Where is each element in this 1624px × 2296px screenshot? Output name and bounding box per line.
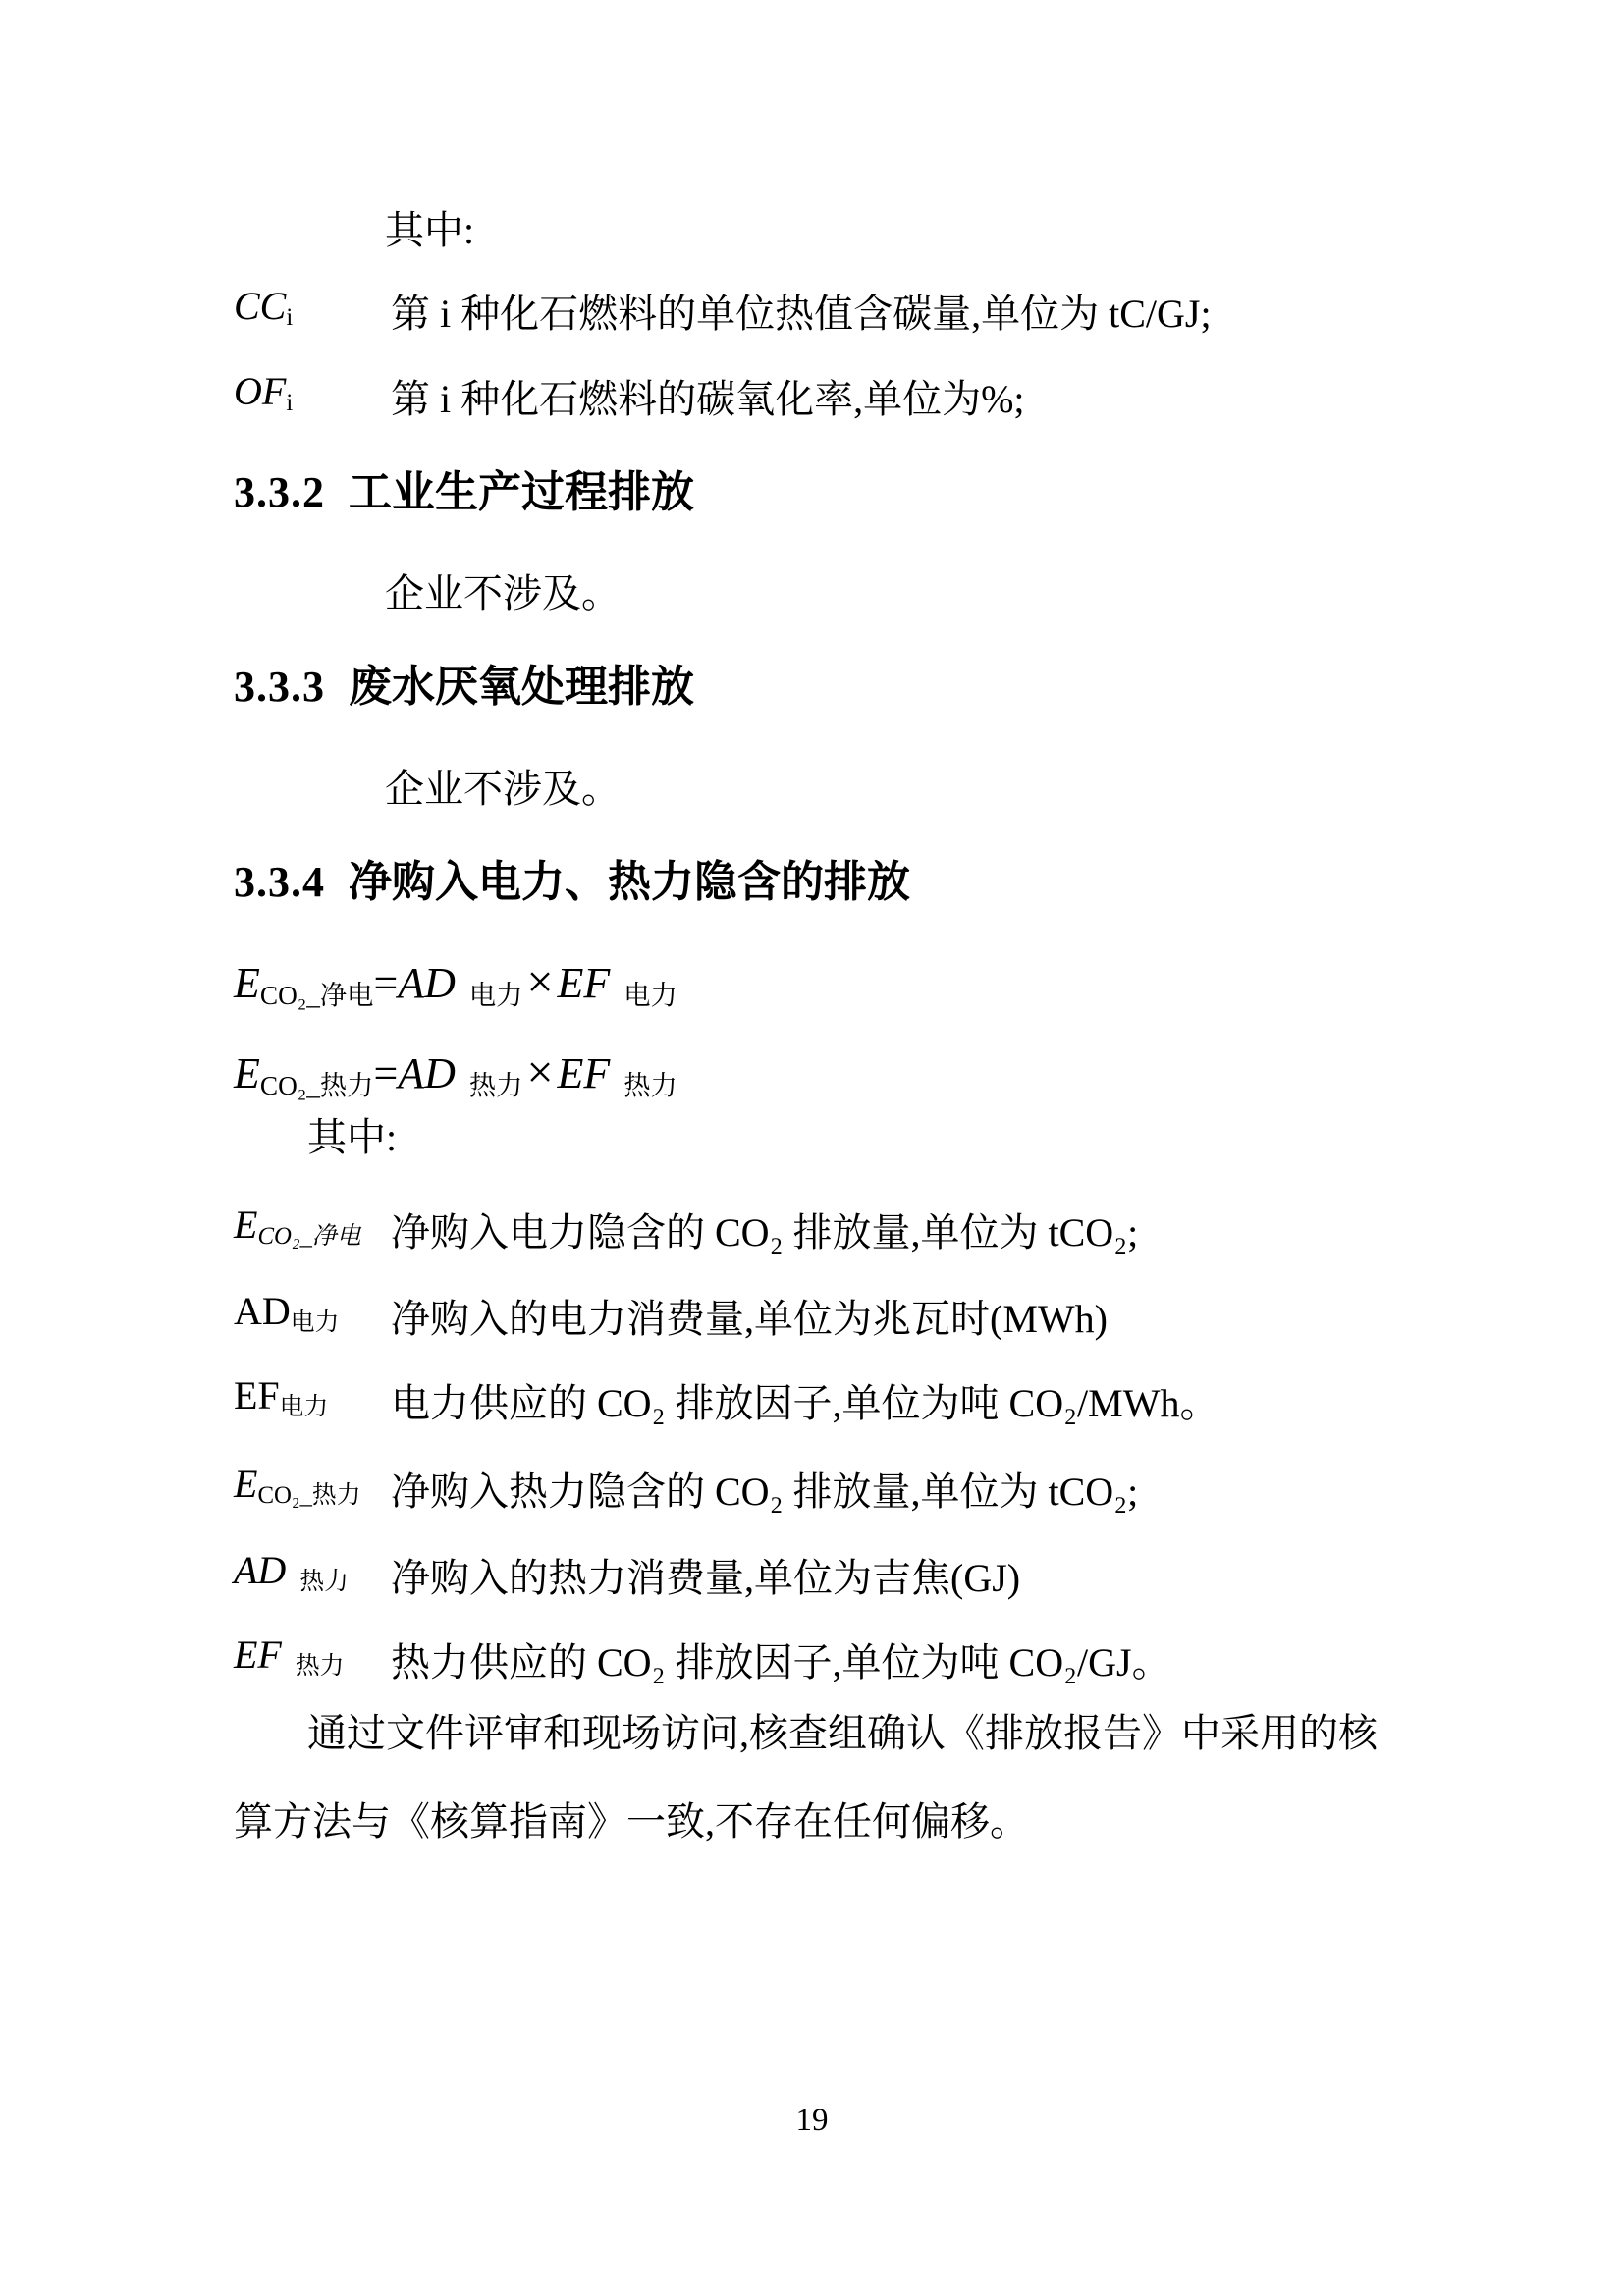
closing-paragraph-line-1-text: 通过文件评审和现场访问,核查组确认《排放报告》中采用的核 bbox=[307, 1711, 1378, 1755]
section-number-3-3-4: 3.3.4 bbox=[234, 858, 325, 906]
section-number-3-3-2: 3.3.2 bbox=[234, 468, 325, 516]
formula-heat-e-sub: CO₂_热力 bbox=[259, 1070, 374, 1100]
section-3-3-3-body-text: 企业不涉及。 bbox=[385, 767, 621, 811]
term-cc-base: CC bbox=[234, 284, 287, 328]
def-term-ef-heat bbox=[234, 1631, 345, 1681]
formula-heat-ef: EF bbox=[557, 1049, 611, 1097]
def-term-ef-heat-sub: 热力 bbox=[295, 1653, 345, 1681]
formula-electricity-ef: EF bbox=[557, 959, 611, 1007]
multiply-sign: × bbox=[526, 1046, 554, 1098]
section-title-3-3-4: 净购入电力、热力隐含的排放 bbox=[349, 858, 910, 906]
term-of-sub: i bbox=[286, 390, 294, 417]
where-label-2 bbox=[307, 1113, 397, 1162]
def-term-ef-electricity-base: EF bbox=[234, 1373, 280, 1417]
page-number: 19 bbox=[795, 2103, 829, 2138]
def-term-e-heat-sub: CO₂_热力 bbox=[257, 1482, 361, 1510]
section-number-3-3-3: 3.3.3 bbox=[234, 663, 325, 711]
section-3-3-2-body bbox=[385, 569, 621, 618]
closing-paragraph-line-1 bbox=[307, 1709, 1378, 1758]
section-3-3-2-body-text: 企业不涉及。 bbox=[385, 571, 621, 615]
def-term-ef-electricity bbox=[234, 1372, 329, 1421]
formula-heat-e: E bbox=[234, 1049, 260, 1097]
term-cc bbox=[234, 283, 294, 332]
def-text-ef-electricity: 电力供应的 CO₂ 排放因子,单位为吨 CO₂/MWh。 bbox=[391, 1381, 1219, 1425]
def-term-e-electricity-base: E bbox=[234, 1202, 258, 1247]
def-term-ad-electricity bbox=[234, 1288, 340, 1337]
closing-paragraph-line-2 bbox=[234, 1797, 1029, 1846]
formula-electricity-e: E bbox=[234, 959, 260, 1007]
def-text-ef-heat: 热力供应的 CO₂ 排放因子,单位为吨 CO₂/GJ。 bbox=[391, 1640, 1171, 1684]
def-text-e-electricity: 净购入电力隐含的 CO₂ 排放量,单位为 tCO₂; bbox=[391, 1210, 1139, 1255]
def-term-ad-electricity-sub: 电力 bbox=[290, 1309, 340, 1337]
def-term-e-heat bbox=[234, 1461, 361, 1510]
def-term-ef-heat-base: EF bbox=[234, 1632, 282, 1677]
where-label-1-text: 其中: bbox=[385, 208, 475, 252]
term-of bbox=[234, 368, 294, 417]
section-heading-3-3-4 bbox=[234, 857, 910, 909]
formula-heat-ad: AD bbox=[398, 1049, 456, 1097]
formula-electricity-equals: = bbox=[373, 959, 399, 1007]
def-term-e-electricity bbox=[234, 1201, 361, 1251]
term-cc-sub: i bbox=[286, 304, 294, 332]
where-label-2-text: 其中: bbox=[307, 1115, 398, 1159]
def-term-ad-heat-base: AD bbox=[234, 1548, 287, 1592]
term-of-base: OF bbox=[234, 369, 287, 413]
def-text-ad-electricity: 净购入的电力消费量,单位为兆瓦时(MWh) bbox=[391, 1297, 1108, 1341]
section-title-3-3-3: 废水厌氧处理排放 bbox=[349, 663, 694, 711]
section-heading-3-3-3 bbox=[234, 662, 694, 714]
formula-electricity-ad: AD bbox=[398, 959, 456, 1007]
formula-electricity-ef-sub: 电力 bbox=[623, 980, 677, 1010]
closing-paragraph-line-2-text: 算方法与《核算指南》一致,不存在任何偏移。 bbox=[234, 1799, 1029, 1843]
formula-electricity bbox=[234, 954, 677, 1011]
def-text-ad-heat: 净购入的热力消费量,单位为吉焦(GJ) bbox=[391, 1556, 1021, 1600]
multiply-sign: × bbox=[526, 956, 554, 1008]
formula-heat-equals: = bbox=[373, 1049, 399, 1097]
formula-heat-ad-sub: 热力 bbox=[468, 1070, 523, 1100]
section-title-3-3-2: 工业生产过程排放 bbox=[349, 468, 694, 516]
term-cc-definition: 第 i 种化石燃料的单位热值含碳量,单位为 tC/GJ; bbox=[391, 292, 1212, 336]
term-of-definition: 第 i 种化石燃料的碳氧化率,单位为%; bbox=[391, 377, 1025, 421]
formula-electricity-e-sub: CO₂_净电 bbox=[259, 980, 374, 1010]
section-heading-3-3-2 bbox=[234, 467, 694, 519]
formula-heat bbox=[234, 1044, 677, 1101]
def-term-ad-heat-sub: 热力 bbox=[299, 1569, 349, 1596]
formula-electricity-ad-sub: 电力 bbox=[468, 980, 523, 1010]
def-term-ef-electricity-sub: 电力 bbox=[279, 1394, 329, 1421]
def-term-ad-electricity-base: AD bbox=[234, 1289, 291, 1333]
def-term-ad-heat bbox=[234, 1547, 349, 1596]
formula-heat-ef-sub: 热力 bbox=[623, 1070, 677, 1100]
section-3-3-3-body bbox=[385, 765, 621, 814]
def-text-e-heat: 净购入热力隐含的 CO₂ 排放量,单位为 tCO₂; bbox=[391, 1469, 1139, 1514]
def-term-e-electricity-sub: CO₂_净电 bbox=[257, 1223, 361, 1251]
where-label-1 bbox=[385, 206, 474, 255]
def-term-e-heat-base: E bbox=[234, 1462, 258, 1506]
